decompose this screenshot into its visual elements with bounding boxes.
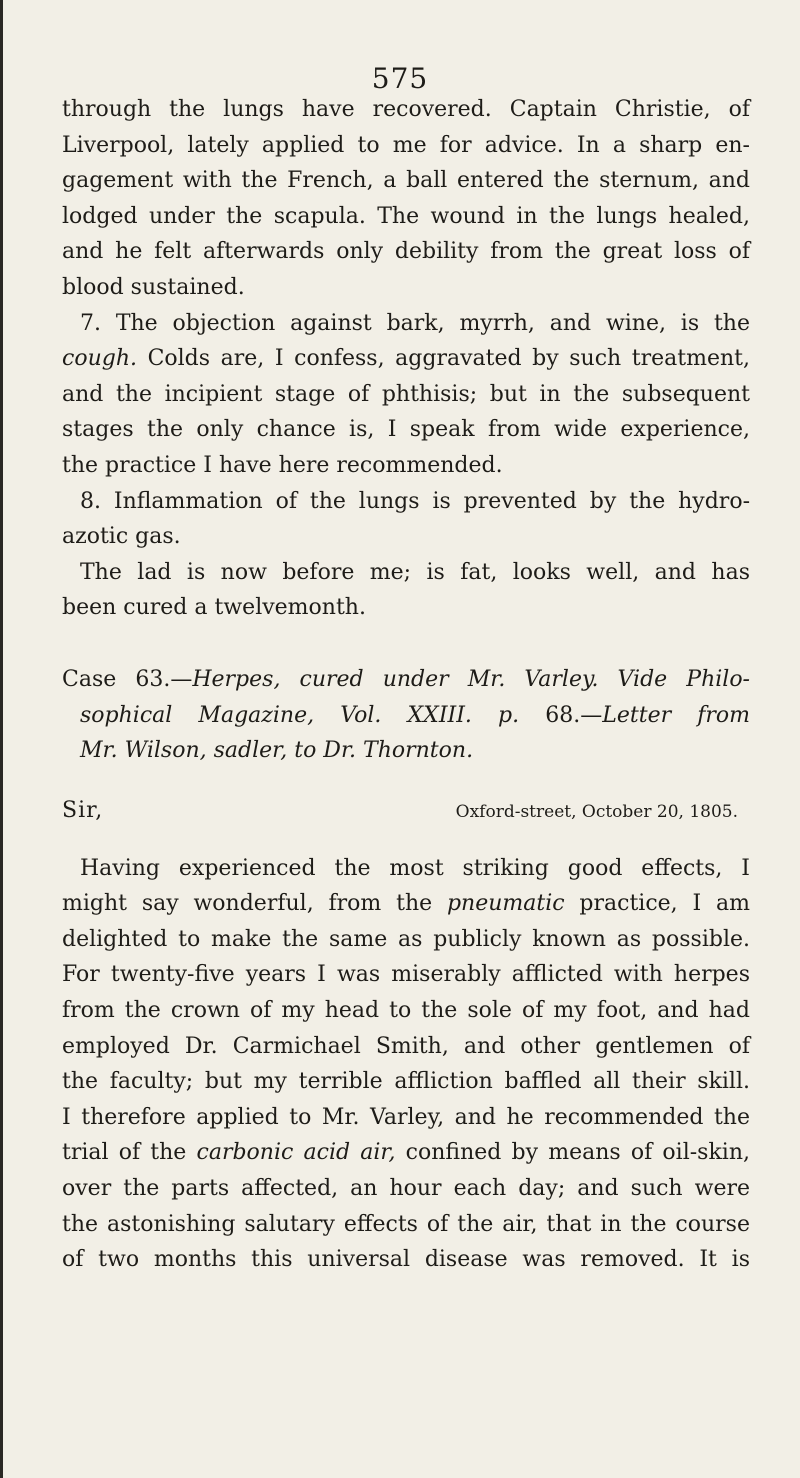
text-fragment: Letter from bbox=[602, 702, 751, 728]
page-number: 575 bbox=[371, 62, 429, 95]
text-line bbox=[62, 886, 750, 922]
text-fragment: Mr. Wilson, sadler, to Dr. Thornton. bbox=[80, 738, 474, 764]
text-line: employed Dr. Carmichael Smith, and other gentlemen of bbox=[62, 1033, 750, 1059]
page-binding-edge bbox=[0, 0, 3, 1478]
text-line: 7. The objection against bark, myrrh, and wine, is the bbox=[80, 310, 750, 336]
text-line: delighted to make the same as publicly known as possible. bbox=[62, 926, 750, 952]
text-line: through the lungs have recovered. Captain Christie, of bbox=[62, 97, 750, 122]
letter-header bbox=[62, 793, 750, 851]
case-number: Case 63.— bbox=[62, 666, 193, 692]
text-line bbox=[62, 1135, 750, 1171]
page-body-text bbox=[62, 92, 750, 1278]
text-line: the faculty; but my terrible affliction baffled all their skill. bbox=[62, 1069, 750, 1095]
letter-salutation: Sir, bbox=[62, 797, 104, 823]
text-line: Liverpool, lately applied to me for advice. In a sharp en- bbox=[62, 132, 750, 158]
text-line: For twenty-five years I was miserably afflicted with herpes bbox=[62, 962, 750, 988]
text-line: gagement with the French, a ball entered the sternum, and bbox=[62, 168, 750, 194]
text-line: from the crown of my head to the sole of my foot, and had bbox=[62, 998, 750, 1024]
text-line: the astonishing salutary effects of the air, that in the course bbox=[62, 1211, 750, 1237]
text-line: the practice I have here recommended. bbox=[62, 452, 503, 478]
text-fragment: confined by means of oil-skin, bbox=[395, 1140, 750, 1166]
case-title: Herpes, cured under Mr. Varley. Vide Philo- bbox=[192, 666, 750, 692]
text-line bbox=[62, 341, 750, 377]
text-line: 8. Inflammation of the lungs is prevented by the hydro- bbox=[80, 488, 750, 514]
text-line: stages the only chance is, I speak from wide experience, bbox=[62, 417, 750, 443]
letter-dateline: Oxford-street, October 20, 1805. bbox=[455, 801, 738, 822]
text-line bbox=[62, 662, 750, 698]
text-fragment: sophical Magazine, Vol. XXIII. p. bbox=[80, 702, 520, 728]
text-line: I therefore applied to Mr. Varley, and he recommended the bbox=[62, 1104, 750, 1130]
text-line: Having experienced the most striking good effects, I bbox=[80, 855, 750, 881]
text-fragment: Colds are, I confess, aggravated by such treatment, bbox=[136, 346, 750, 372]
text-line: blood sustained. bbox=[62, 274, 245, 300]
italic-term: carbonic acid air, bbox=[196, 1140, 396, 1166]
text-fragment: might say wonderful, from the bbox=[62, 891, 447, 917]
text-line: lodged under the scapula. The wound in the lungs healed, bbox=[62, 203, 750, 229]
italic-term: cough. bbox=[62, 346, 137, 372]
text-line bbox=[62, 698, 750, 734]
text-line: and he felt afterwards only debility from the great loss of bbox=[62, 239, 750, 265]
text-fragment: practice, I am bbox=[564, 891, 750, 917]
italic-term: pneumatic bbox=[446, 891, 565, 917]
text-line bbox=[62, 733, 750, 769]
text-line: over the parts affected, an hour each day; and such were bbox=[62, 1176, 750, 1202]
text-line: The lad is now before me; is fat, looks well, and has bbox=[80, 559, 750, 585]
text-fragment: trial of the bbox=[62, 1140, 197, 1166]
case-heading bbox=[62, 662, 750, 769]
text-line: azotic gas. bbox=[62, 524, 181, 550]
text-line: of two months this universal disease was removed. It is bbox=[62, 1247, 750, 1273]
text-fragment: 68.— bbox=[519, 702, 603, 728]
text-line: been cured a twelvemonth. bbox=[62, 595, 366, 621]
text-line: and the incipient stage of phthisis; but in the subsequent bbox=[62, 381, 750, 407]
